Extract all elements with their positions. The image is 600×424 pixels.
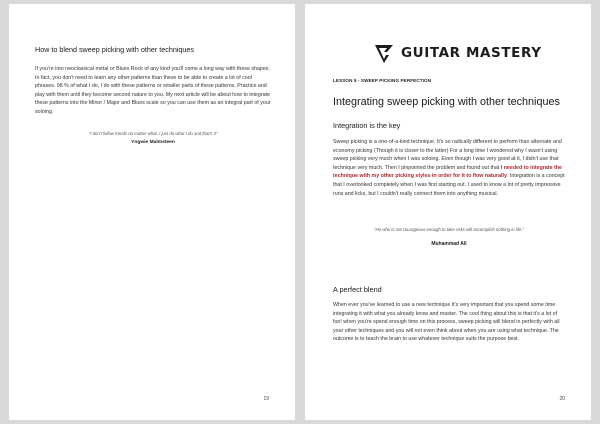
guitar-pick-icon	[373, 42, 395, 64]
section-heading-perfect-blend: A perfect blend	[333, 285, 382, 294]
section-heading-integration: Integration is the key	[333, 121, 401, 130]
right-page-quote: "He who is not courageous enough to take risks will accomplish nothing in life."	[374, 227, 524, 232]
left-page	[9, 4, 295, 420]
left-page-quote-author: Yngwie Malmsteen	[131, 140, 175, 145]
page-title: Integrating sweep picking with other techniques	[333, 96, 560, 108]
guitar-mastery-logo	[373, 41, 542, 65]
right-page	[305, 4, 591, 420]
lesson-label: LESSON 5 - SWEEP PICKING PERFECTION	[333, 78, 432, 83]
highlighted-text: I needed to integrate the technique with my other picking styles in order for it to flow naturally	[333, 164, 562, 180]
body-text-after: . Integration is a concept that I overlooked completely when I was first starting out. I used to know a lot of pretty impressive runs and licks, but I couldn't really connect them into anything musical.	[333, 173, 565, 197]
left-page-number: 19	[263, 396, 269, 402]
logo-text: GUITAR MASTERY	[401, 45, 542, 61]
left-page-body: If you're into neoclassical metal or Blues Rock of any kind you'll come a long way with these shapes. In fact, you don't need to learn any other patterns than these to be able to create a lot of cool phrases. 98 % of what I do, I do with these patterns or smaller parts of these patterns. Practice and play with them until they become second nature to you. My next article will be about how to integrate these patterns into the Minor / Major and Blues scale so you can use them as an integral part of your soloing.	[35, 66, 271, 115]
section-body-perfect-blend: When ever you've learned to use a new technique it's very important that you spend some time integrating it with what you already know and master. The cool thing about this is that it's a lot of fun! when you're spend enough time on this process, sweep picking will blend in perfectly with all your other techniques and you will not even think about when you are using what technique. The outcome is to teach the brain to use whatever technique suits the purpose best.	[333, 302, 560, 343]
right-page-number: 20	[559, 396, 565, 402]
section-body-integration	[333, 138, 565, 198]
left-page-heading: How to blend sweep picking with other techniques	[35, 45, 195, 54]
body-text-before: Sweep picking is a one-of-a-kind technique. It's so radically different to perform than alternate and economy picking (Though it is closer to the latter) For a long time I wondered why I wasn't using sweep picking very much when I was soloing. Even though I was very good at it, I didn't use that technique very much. Then I pinpointed the problem and found out that	[333, 139, 562, 171]
left-page-quote: "I don't follow trends no matter what, I just do what I do and that's it"	[88, 131, 218, 136]
right-page-quote-author: Muhammad Ali	[431, 241, 467, 247]
